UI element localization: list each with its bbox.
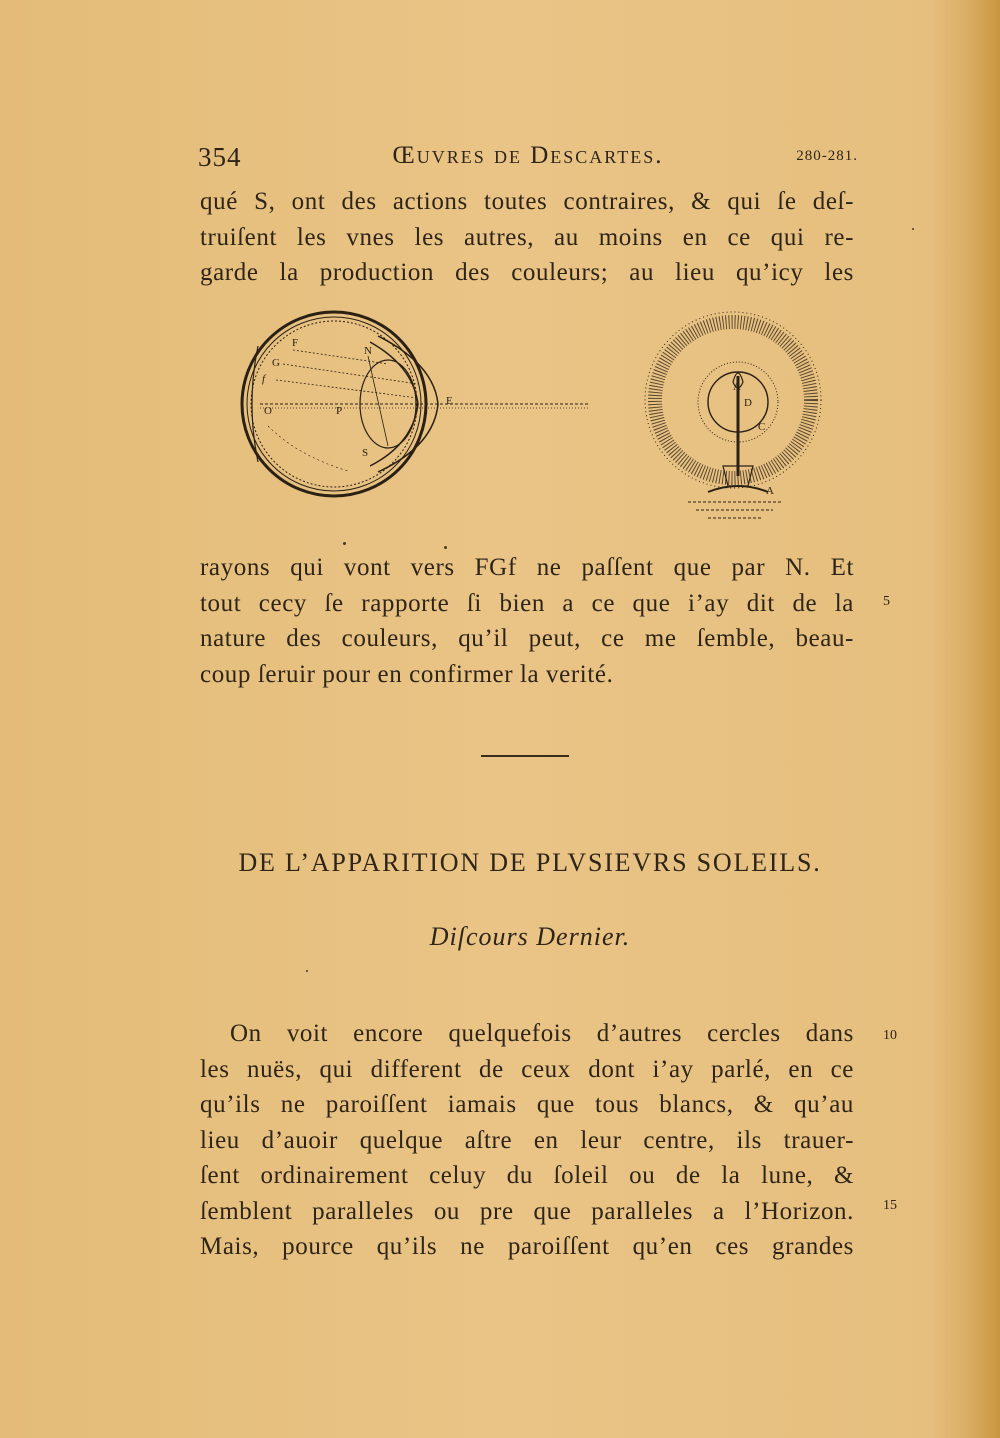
text-line: coup ſeruir pour en confirmer la verité. [200,660,614,688]
page-number: 354 [198,142,242,172]
line-number: 15 [883,1198,897,1213]
label-f-upper: F [292,337,299,349]
label-a-upper: A [733,381,741,393]
section-subtitle: Diſcours Dernier. [429,922,631,951]
text-line: garde la production des couleurs; au lieu qu’icy les [200,259,854,286]
text-line: tout cecy ſe rapporte ſi bien a ce que i’ay dit de la [200,589,854,617]
text-line: Mais, pource qu’ils ne paroiſſent qu’en ces grandes [200,1233,854,1260]
text-line: nature des couleurs, qu’il peut, ce me ſemble, beau- [200,625,854,652]
text-line: lieu d’auoir quelque aſtre en leur centre, ils trauer- [200,1126,854,1154]
text-line: ſent ordinairement celuy du ſoleil ou de la lune, & [200,1162,854,1189]
text-line: ſemblent paralleles ou pre que paralleles a l’Horizon. [200,1197,854,1225]
section-title: DE L’APPARITION DE PLVSIEVRS SOLEILS. [238,848,822,877]
ink-speck [912,228,914,230]
label-n: N [364,345,372,357]
label-g: G [272,357,280,369]
running-title: Œuvres de Descartes. [392,142,664,169]
label-o: O [264,405,272,417]
paragraph-middle [200,550,854,692]
label-a-lower: A [766,485,774,497]
line-number: 5 [883,594,890,609]
line-number: 10 [883,1028,897,1043]
text-line: On voit encore quelquefois d’autres cercles dans [230,1020,854,1047]
text-line: qu’ils ne paroiſſent iamais que tous blancs, & qu’au [200,1091,854,1118]
label-f-lower: f [262,373,266,385]
text-line: truiſent les vnes les autres, au moins en ce qui re- [200,223,854,251]
paragraph-top [200,184,854,291]
running-header [198,142,858,176]
label-c: C [758,421,766,433]
label-s: S [362,447,369,459]
label-d: D [744,397,752,409]
label-e: E [446,395,453,407]
label-p: P [336,405,343,417]
paragraph-bottom [200,1016,854,1265]
ink-speck [306,970,308,972]
candle-diagram [645,312,821,518]
ink-speck [343,542,346,545]
text-line: rayons qui vont vers FGf ne paſſent que par N. Et [200,554,854,581]
eye-and-candle-figure [238,306,828,536]
ink-speck [444,546,447,549]
text-line: qué S, ont des actions toutes contraires, & qui ſe deſ- [200,188,854,215]
text-line: les nuës, qui different de ceux dont i’ay parlé, en ce [200,1055,854,1083]
section-divider [481,755,569,757]
page-reference: 280-281. [796,148,858,164]
